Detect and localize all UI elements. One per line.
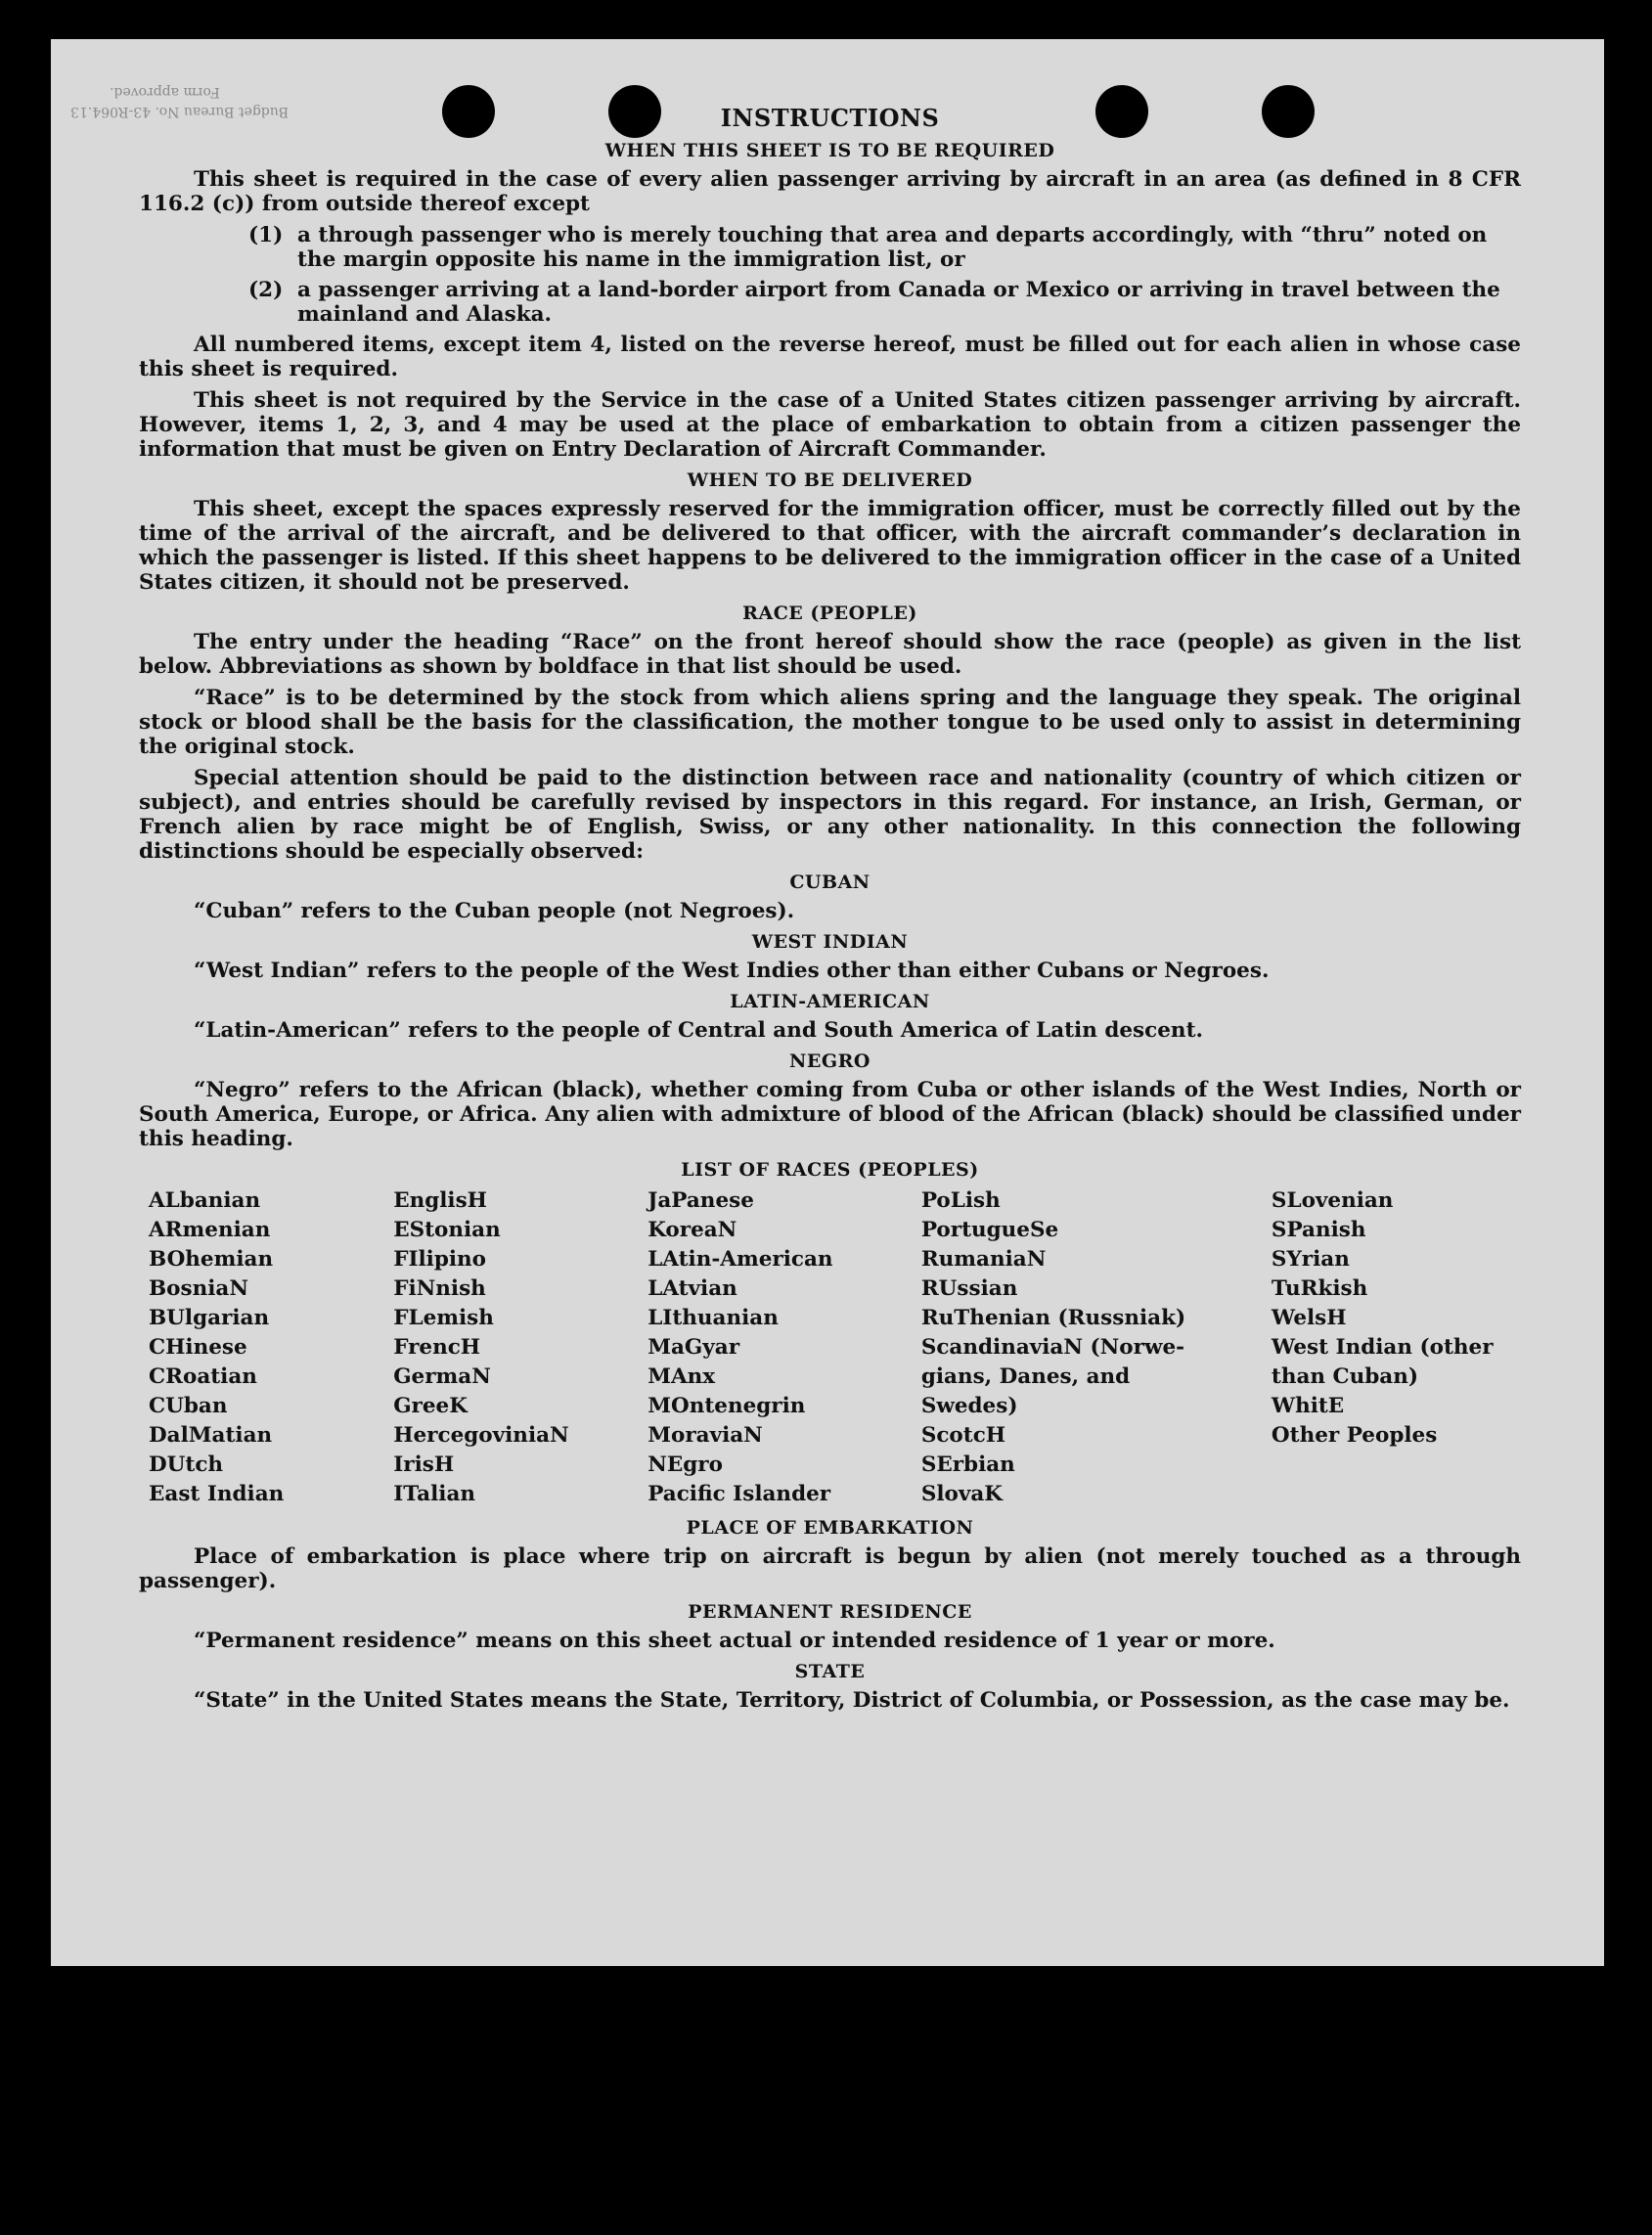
- section-heading: LATIN-AMERICAN: [730, 991, 930, 1012]
- punch-hole: [1262, 85, 1315, 138]
- race-entry: East Indian: [149, 1482, 285, 1506]
- section-heading: PERMANENT RESIDENCE: [688, 1601, 972, 1623]
- paragraph: “Race” is to be determined by the stock from which aliens spring and the language they speak. The original stock or blood shall be the basis for the classification, the mother tongue to be used only to assist in determining the original stock.: [139, 686, 1521, 759]
- race-entry: GermaN: [393, 1364, 491, 1389]
- item-text: a passenger arriving at a land-border airport from Canada or Mexico or arriving in travel between the mainland and Alaska.: [297, 278, 1500, 327]
- paragraph: “Latin-American” refers to the people of Central and South America of Latin descent.: [194, 1018, 1203, 1043]
- punch-hole: [442, 85, 495, 138]
- paragraph: This sheet is not required by the Service in the case of a United States citizen passenger arriving by aircraft. However, items 1, 2, 3, and 4 may be used at the place of embarkation to obtain from a citizen passenger the information that must be given on Entry Declaration of Aircraft Commander.: [139, 388, 1521, 462]
- paragraph: All numbered items, except item 4, listed on the reverse hereof, must be filled out for each alien in whose case this sheet is required.: [139, 333, 1521, 381]
- paragraph: “West Indian” refers to the people of the West Indies other than either Cubans or Negroes.: [194, 959, 1270, 983]
- paragraph: “Negro” refers to the African (black), whether coming from Cuba or other islands of the West Indies, North or South America, Europe, or Africa. Any alien with admixture of blood of the African (black) should be classified under this heading.: [139, 1078, 1521, 1151]
- race-column: [647, 1186, 921, 1509]
- race-column: [921, 1186, 1272, 1509]
- race-entry: HercegoviniaN: [393, 1423, 569, 1448]
- punch-hole: [1095, 85, 1148, 138]
- item-number: (2): [248, 278, 284, 302]
- race-entry: PoLish: [920, 1188, 1001, 1213]
- race-entry: BOhemian: [149, 1247, 274, 1272]
- section-heading: NEGRO: [789, 1050, 871, 1072]
- item-number: (1): [248, 223, 284, 247]
- race-entry: SErbian: [920, 1453, 1015, 1477]
- race-entry: TuRkish: [1271, 1276, 1368, 1301]
- race-entry: West Indian (other: [1271, 1335, 1494, 1360]
- race-entry: CUban: [149, 1394, 228, 1418]
- race-entry: Pacific Islander: [647, 1482, 831, 1506]
- race-entry: DalMatian: [149, 1423, 273, 1448]
- paragraph: The entry under the heading “Race” on the front hereof should show the race (people) as given in the list below. Abbreviations as shown by boldface in that list should be used.: [139, 630, 1521, 679]
- race-entry: than Cuban): [1271, 1364, 1419, 1389]
- paragraph: This sheet is required in the case of every alien passenger arriving by aircraft in an area (as defined in 8 CFR 116.2 (c)) from outside thereof except: [139, 167, 1521, 216]
- paragraph: “Cuban” refers to the Cuban people (not Negroes).: [194, 899, 795, 923]
- section-heading: CUBAN: [789, 872, 871, 893]
- race-entry: RUssian: [920, 1276, 1018, 1301]
- race-entry: Other Peoples: [1271, 1423, 1438, 1448]
- margin-note: Budget Bureau No. 43-R064.13: [70, 104, 290, 119]
- race-entry: ITalian: [393, 1482, 476, 1506]
- race-entry: BosniaN: [149, 1276, 248, 1301]
- section-heading: WEST INDIAN: [751, 931, 909, 953]
- section-heading: RACE (PEOPLE): [742, 603, 917, 624]
- race-entry: NEgro: [647, 1453, 723, 1477]
- section-heading: WHEN THIS SHEET IS TO BE REQUIRED: [604, 140, 1055, 161]
- paragraph: “State” in the United States means the State, Territory, District of Columbia, or Possession, as the case may be.: [194, 1688, 1510, 1713]
- margin-note: Form approved.: [110, 84, 220, 100]
- race-entry: LAtvian: [647, 1276, 737, 1301]
- race-entry: MAnx: [647, 1364, 716, 1389]
- race-entry: IrisH: [393, 1453, 455, 1477]
- race-entry: PortugueSe: [920, 1218, 1059, 1242]
- race-entry: SYrian: [1271, 1247, 1350, 1272]
- race-entry: FIlipino: [393, 1247, 487, 1272]
- paragraph: This sheet, except the spaces expressly reserved for the immigration officer, must be correctly filled out by the time of the arrival of the aircraft, and be delivered to that officer, with the aircraft commander’s declaration in which the passenger is listed. If this sheet happens to be delivered to the immigration officer in the case of a United States citizen, it should not be preserved.: [139, 497, 1521, 595]
- document-page: [51, 39, 1604, 1966]
- page-title: INSTRUCTIONS: [720, 104, 940, 132]
- race-entry: GreeK: [393, 1394, 468, 1418]
- race-entry: MOntenegrin: [647, 1394, 806, 1418]
- race-column: [149, 1186, 393, 1509]
- section-heading: PLACE OF EMBARKATION: [686, 1517, 974, 1539]
- race-entry: EnglisH: [393, 1188, 487, 1213]
- race-entry: DUtch: [149, 1453, 224, 1477]
- paragraph: “Permanent residence” means on this sheet actual or intended residence of 1 year or more.: [194, 1629, 1275, 1653]
- exception-item: [139, 278, 1521, 327]
- race-entry: SlovaK: [920, 1482, 1003, 1506]
- race-entry: BUlgarian: [149, 1306, 270, 1330]
- race-list: [149, 1186, 1521, 1509]
- race-entry: JaPanese: [647, 1188, 754, 1213]
- race-entry: RumaniaN: [920, 1247, 1047, 1272]
- race-entry: Swedes): [920, 1394, 1018, 1418]
- race-entry: gians, Danes, and: [920, 1364, 1131, 1389]
- race-entry: WhitE: [1271, 1394, 1345, 1418]
- race-entry: WelsH: [1271, 1306, 1347, 1330]
- race-entry: LAtin-American: [647, 1247, 833, 1272]
- race-entry: ScandinaviaN (Norwe-: [920, 1335, 1185, 1360]
- race-column: [393, 1186, 647, 1509]
- race-entry: MaGyar: [647, 1335, 740, 1360]
- race-entry: CRoatian: [149, 1364, 257, 1389]
- section-heading: WHEN TO BE DELIVERED: [687, 469, 973, 491]
- section-heading: LIST OF RACES (PEOPLES): [681, 1159, 979, 1181]
- exception-item: [139, 223, 1521, 272]
- race-entry: FiNnish: [393, 1276, 486, 1301]
- paragraph: Special attention should be paid to the distinction between race and nationality (country of which citizen or subject), and entries should be carefully revised by inspectors in this regard. For instance, an Irish, German, or French alien by race might be of English, Swiss, or any other nationality. In this connection the following distinctions should be especially observed:: [139, 766, 1521, 864]
- race-entry: ARmenian: [149, 1218, 271, 1242]
- race-entry: LIthuanian: [647, 1306, 779, 1330]
- race-entry: RuThenian (Russniak): [920, 1306, 1186, 1330]
- race-entry: SPanish: [1271, 1218, 1366, 1242]
- race-entry: SLovenian: [1271, 1188, 1394, 1213]
- race-entry: ALbanian: [149, 1188, 261, 1213]
- race-column: [1272, 1186, 1521, 1509]
- race-entry: ScotcH: [920, 1423, 1006, 1448]
- race-entry: MoraviaN: [647, 1423, 763, 1448]
- race-entry: CHinese: [149, 1335, 247, 1360]
- item-text: a through passenger who is merely touching that area and departs accordingly, with “thru” noted on the margin opposite his name in the immigration list, or: [297, 223, 1488, 272]
- race-entry: KoreaN: [647, 1218, 737, 1242]
- race-entry: FLemish: [393, 1306, 494, 1330]
- punch-hole: [608, 85, 661, 138]
- paragraph: Place of embarkation is place where trip on aircraft is begun by alien (not merely touched as a through passenger).: [139, 1544, 1521, 1593]
- race-entry: EStonian: [393, 1218, 501, 1242]
- race-entry: FrencH: [393, 1335, 481, 1360]
- section-heading: STATE: [794, 1661, 866, 1682]
